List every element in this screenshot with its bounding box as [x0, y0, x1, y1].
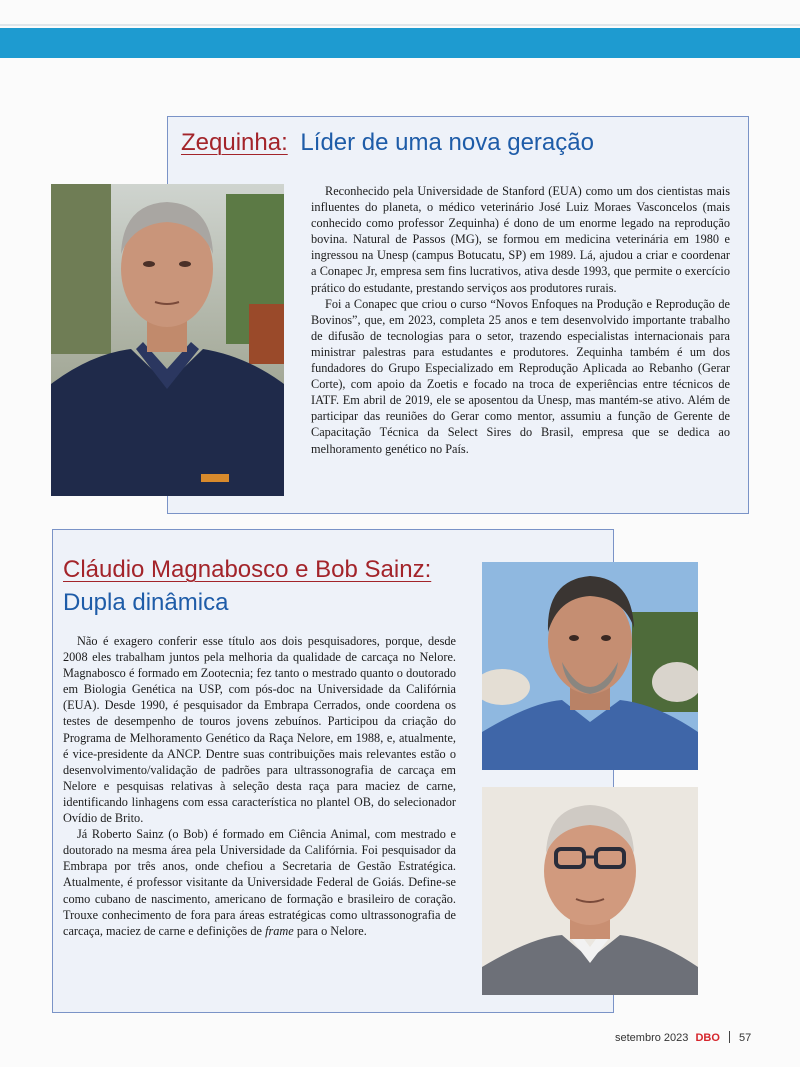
footer-date: setembro 2023 [615, 1032, 689, 1044]
footer-separator [729, 1031, 730, 1043]
sainz-photo [482, 787, 698, 995]
article-zequinha-subtitle: Líder de uma nova geração [300, 129, 594, 156]
page-footer [615, 1031, 751, 1044]
page-number: 57 [739, 1032, 752, 1044]
article-magnabosco-sainz-body [63, 633, 456, 939]
article-magnabosco-sainz-name: Cláudio Magnabosco e Bob Sainz: [63, 556, 432, 583]
frame-term: frame [265, 923, 294, 938]
top-divider [0, 24, 800, 26]
footer-brand-logo: DBO [695, 1032, 720, 1044]
article-sainz-paragraph-2: Já Roberto Sainz (o Bob) é formado em Ciência Animal, com mestrado e doutorado na mesma área pela Universidade da Califórnia. Foi pesquisador da Embrapa por três anos, onde chefiou a Secretaria de Gestão Estratégica. Atualmente, é professor visitante da Universidade Federal de Goiás. Define-se como cubano de nascimento, americano de formação e brasileiro de coração. Trouxe conhecimento de fora para áreas estratégicas como ultrassonografia de carcaça, maciez de carne e definições de frame para o Nelore. [63, 827, 456, 938]
article-zequinha-heading [181, 128, 594, 158]
article-zequinha-paragraph-1: Reconhecido pela Universidade de Stanford (EUA) como um dos cientistas mais influentes do planeta, o médico veterinário José Luiz Moraes Vasconcelos (mais conhecido como professor Zequinha) é dono de um enorme legado na reprodução bovina. Natural de Passos (MG), se formou em medicina veterinária em 1980 e ingressou na Unesp (campus Botucatu, SP) em 1989. Lá, ajudou a criar e coordenar a Conapec Jr, empresa sem fins lucrativos, ativa desde 1993, que permite o exercício prático do estudante, prestando serviços aos produtores rurais. [311, 184, 730, 295]
article-zequinha-name: Zequinha: [181, 129, 288, 156]
article-zequinha-paragraph-2: Foi a Conapec que criou o curso “Novos Enfoques na Produção e Reprodução de Bovinos”, que, em 2023, completa 25 anos e tem desenvolvido importante trabalho de difusão de tecnologias para o setor, trazendo especialistas internacionais para ministrar palestras para estudantes e produtores. Zequinha também é um dos fundadores do Grupo Especializado em Reprodução Aplicada ao Rebanho (Gerar Corte), com apoio da Zoetis e focado na troca de experiências entre técnicos de IATF. Em abril de 2019, ele se aposentou da Unesp, mas mantém-se ativo. Além de participar das reuniões do Gerar como mentor, assumiu a função de Gerente de Capacitação Técnica da Select Sires do Brasil, empresa que se dedica ao melhoramento genético no País. [311, 296, 730, 456]
top-accent-bar [0, 28, 800, 58]
article-magnabosco-paragraph-1: Não é exagero conferir esse título aos dois pesquisadores, porque, desde 2008 eles trabalham juntos pela melhoria da qualidade de carcaça no Nelore. Magnabosco é formado em Zootecnia; fez tanto o mestrado quanto o doutorado em Biologia Genética na USP, com pós-doc na Universidade da Califórnia (EUA). Desde 1990, é pesquisador da Embrapa Cerrados, onde coordena os testes de desempenho de touros jovens zebuínos. Participou da criação do Programa de Melhoramento Genético da Raça Nelore, em 1988, e, atualmente, é vice-presidente da ANCP. Dentre suas contribuições mais relevantes estão o desenvolvimento/validação de padrões para ultrassonografia de carcaça em Nelore e pesquisas relativas à seleção desta raça para maciez de carne, identificando linhagens com essa característica no plantel OB, do selecionador Ovídio de Brito. [63, 634, 456, 826]
article-zequinha-body [311, 183, 730, 457]
magnabosco-photo [482, 562, 698, 770]
zequinha-photo [51, 184, 284, 496]
article-magnabosco-sainz-subtitle: Dupla dinâmica [63, 589, 229, 616]
